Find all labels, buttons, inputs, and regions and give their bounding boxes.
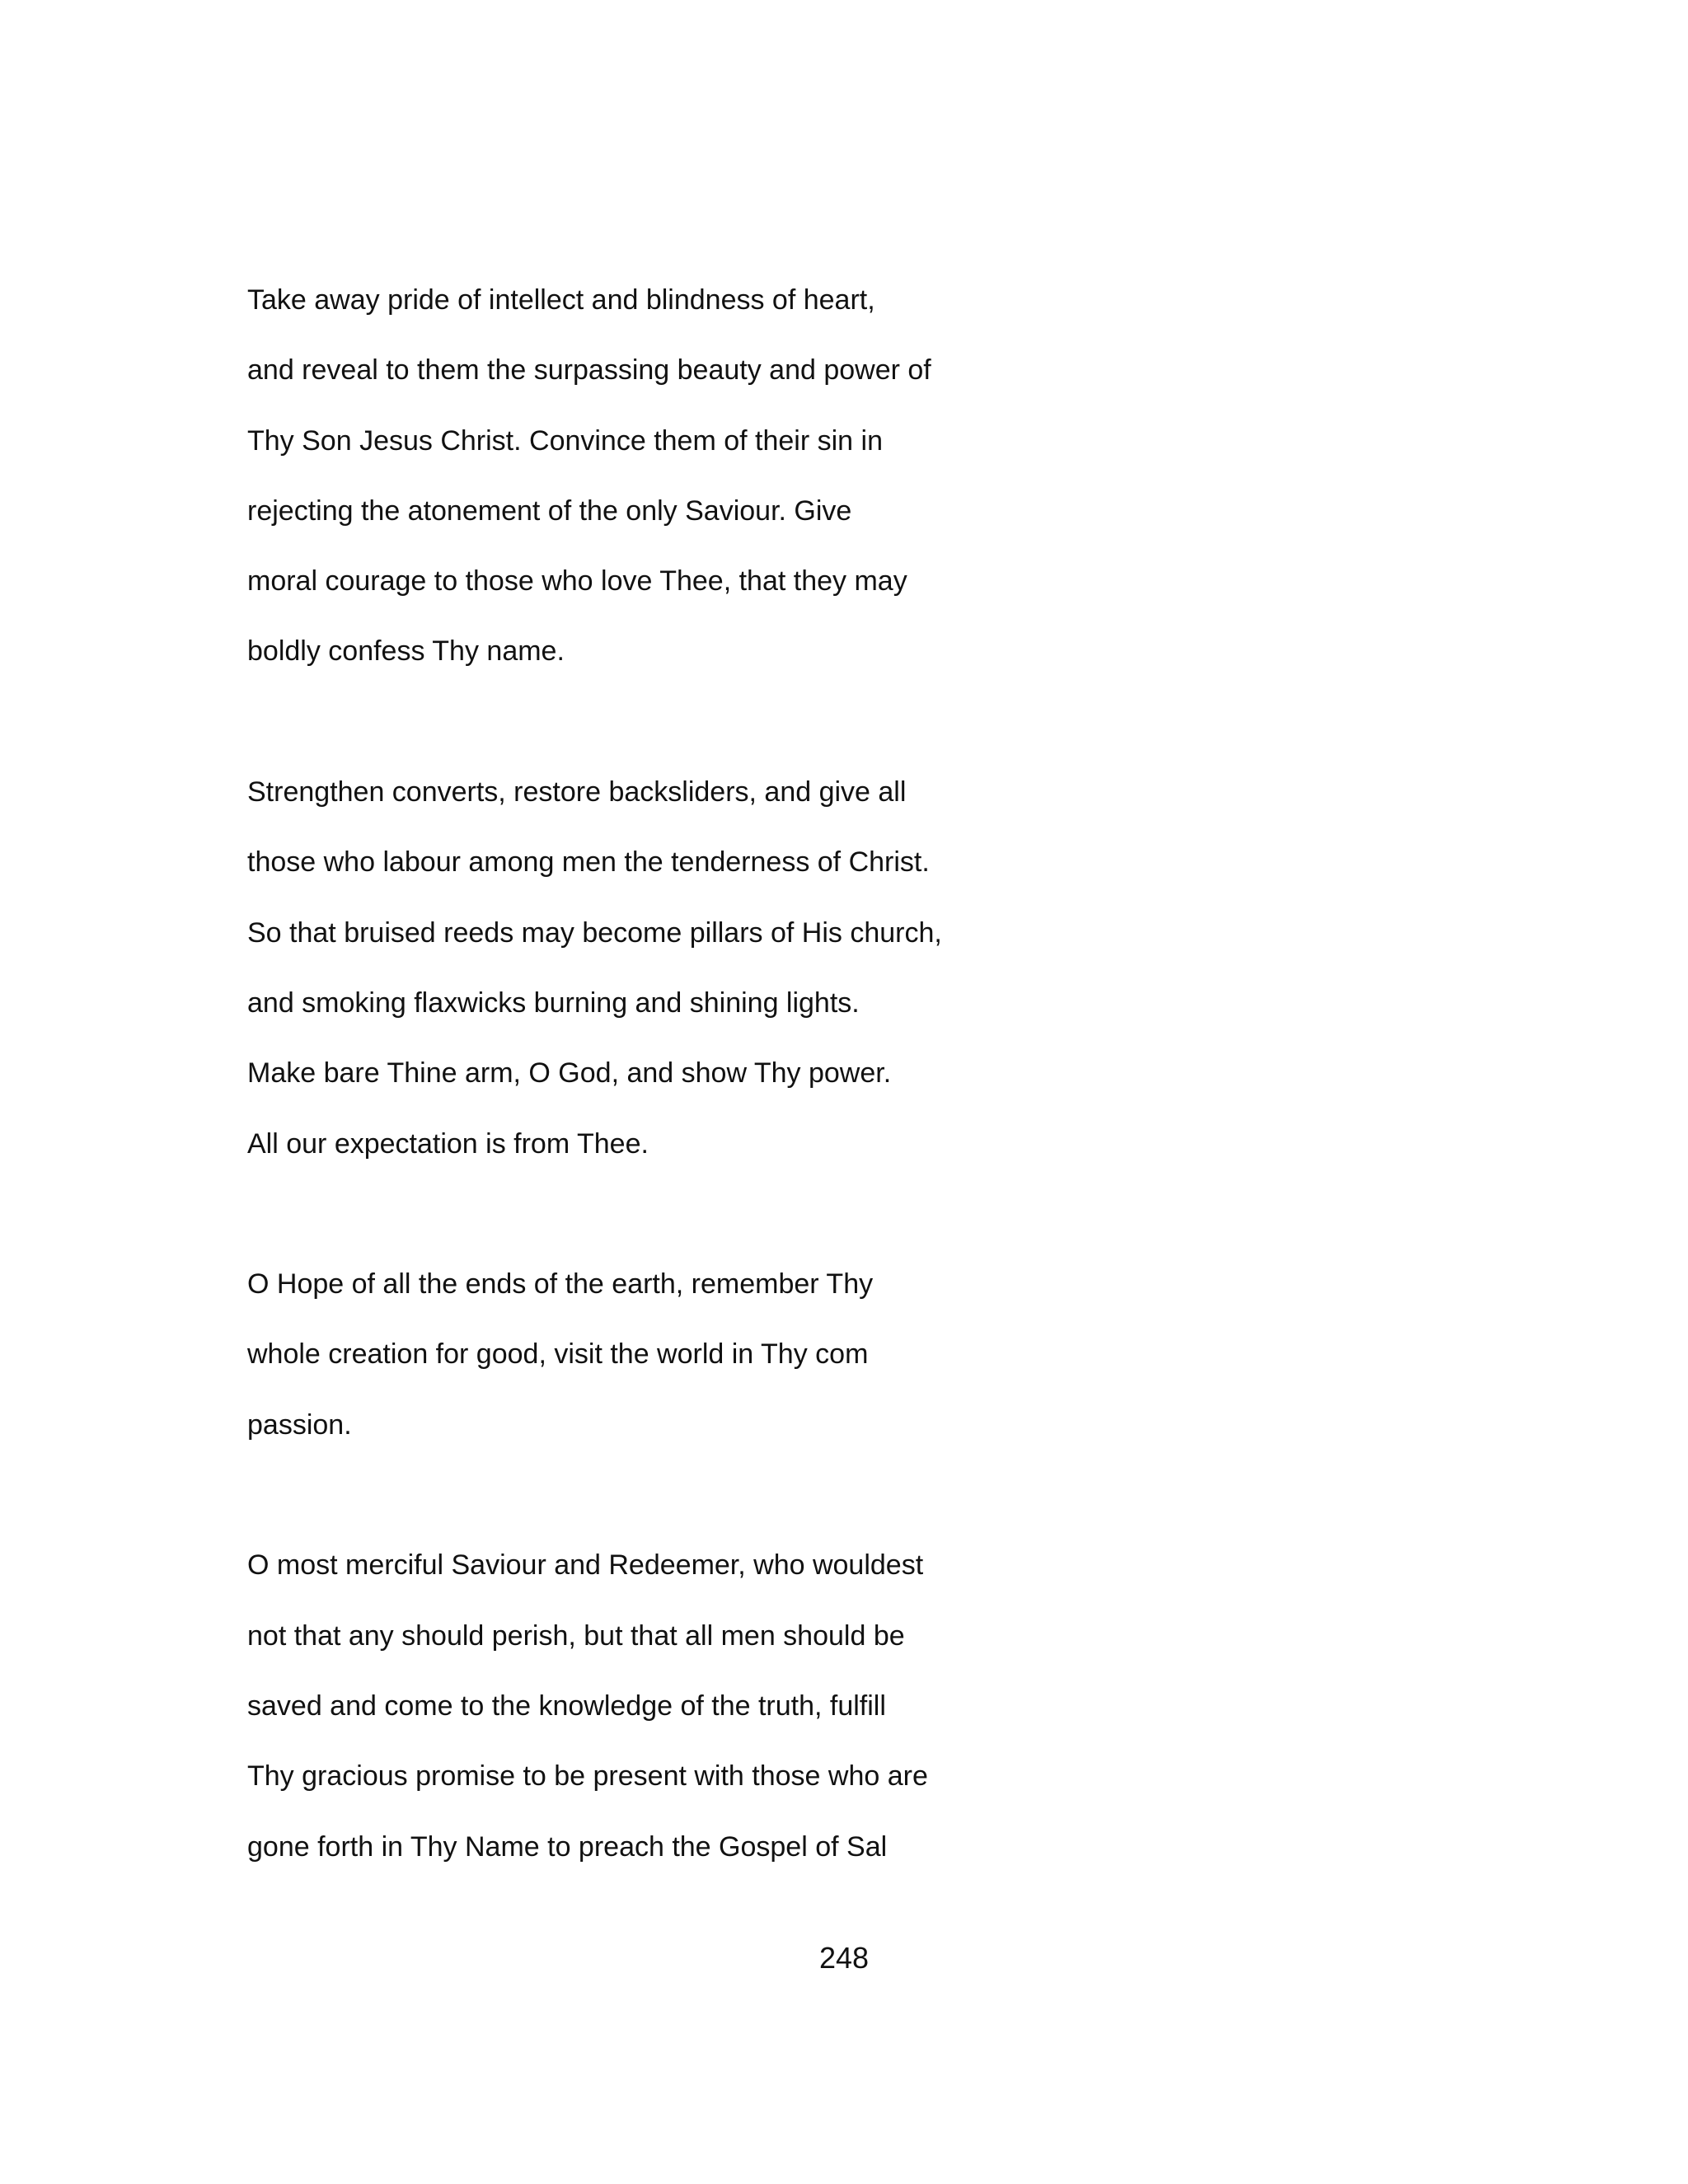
text-line: not that any should perish, but that all men should be [247, 1619, 905, 1652]
text-line: Make bare Thine arm, O God, and show Thy power. [247, 1057, 892, 1090]
text-line: whole creation for good, visit the world in Thy com [247, 1338, 869, 1371]
text-line: passion. [247, 1408, 352, 1441]
text-line: So that bruised reeds may become pillars of His church, [247, 916, 942, 949]
text-line: Take away pride of intellect and blindness of heart, [247, 284, 875, 316]
text-line: and reveal to them the surpassing beauty and power of [247, 354, 931, 387]
text-line: Strengthen converts, restore backsliders, and give all [247, 776, 907, 808]
paragraph-spacer [247, 1460, 1236, 1530]
text-line: Thy gracious promise to be present with those who are [247, 1760, 928, 1793]
text-line: gone forth in Thy Name to preach the Gospel of Sal [247, 1830, 888, 1863]
paragraph-4 [247, 1530, 1236, 1882]
text-line: moral courage to those who love Thee, that they may [247, 565, 907, 598]
text-line: O most merciful Saviour and Redeemer, who wouldest [247, 1549, 924, 1582]
text-line: O Hope of all the ends of the earth, remember Thy [247, 1268, 874, 1301]
body-text [247, 265, 1236, 1882]
text-line: Thy Son Jesus Christ. Convince them of their sin in [247, 424, 883, 457]
text-line: and smoking flaxwicks burning and shining lights. [247, 987, 860, 1019]
paragraph-spacer [247, 687, 1236, 757]
paragraph-2 [247, 757, 1236, 1179]
text-line: All our expectation is from Thee. [247, 1127, 649, 1160]
text-line: those who labour among men the tenderness of Christ. [247, 846, 930, 879]
paragraph-1 [247, 265, 1236, 687]
paragraph-3 [247, 1249, 1236, 1460]
text-line: saved and come to the knowledge of the truth, fulfill [247, 1690, 886, 1722]
text-line: rejecting the atonement of the only Saviour. Give [247, 494, 852, 527]
page-number: 248 [818, 1941, 870, 1975]
text-line: boldly confess Thy name. [247, 635, 565, 668]
paragraph-spacer [247, 1179, 1236, 1249]
